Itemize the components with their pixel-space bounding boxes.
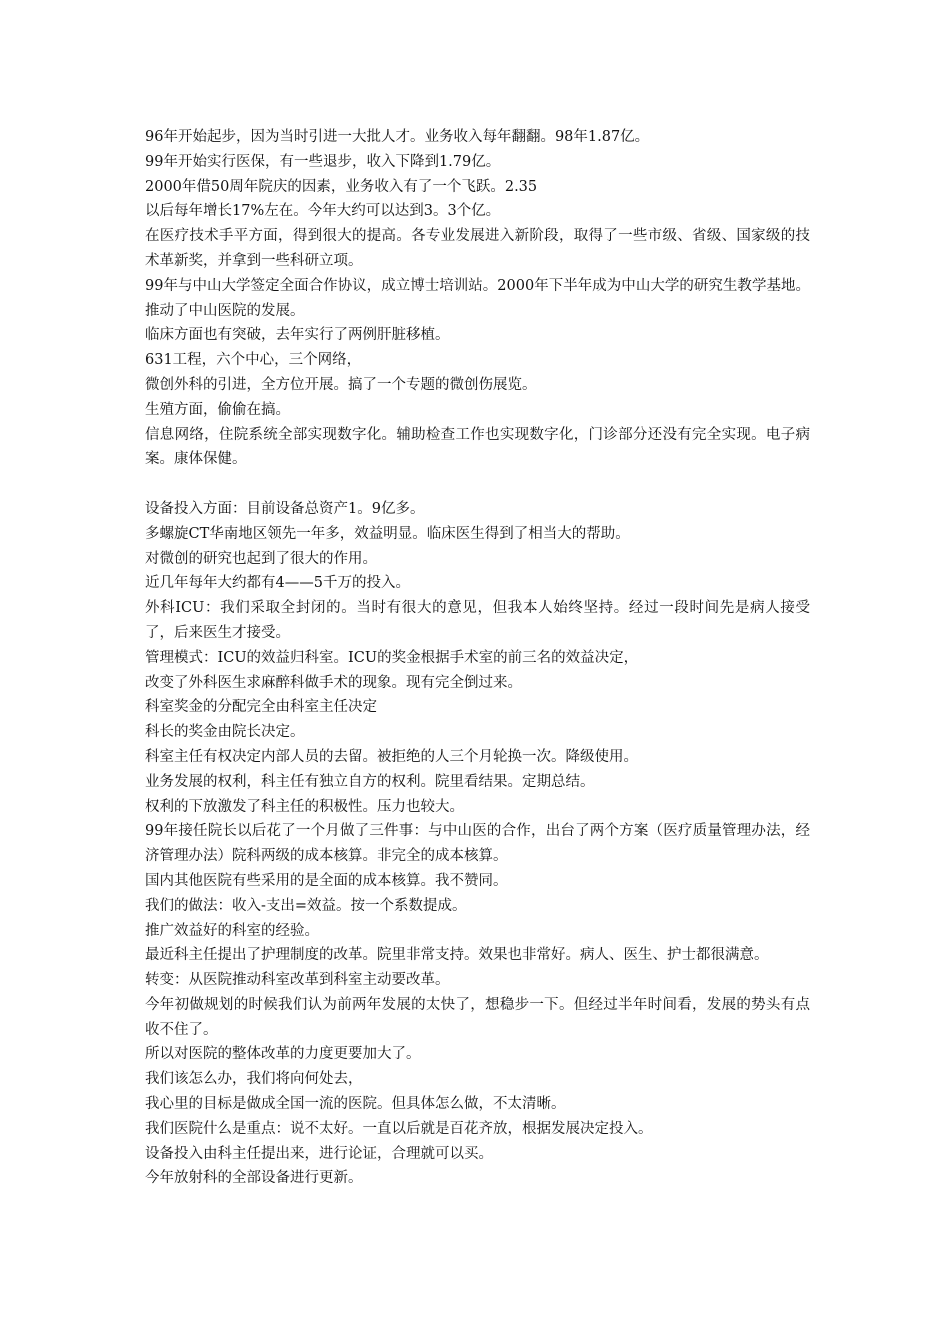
paragraph-28: 推广效益好的科室的经验。	[145, 922, 319, 939]
paragraph-4: 以后每年增长17%左在。今年大约可以达到3。3个亿。	[145, 203, 501, 220]
blank-line	[145, 472, 810, 497]
document-body	[145, 125, 810, 1191]
paragraph-18: 管理模式：ICU的效益归科室。ICU的奖金根据手术室的前三名的效益决定，	[145, 649, 639, 666]
paragraph-11: 信息网络，住院系统全部实现数字化。辅助检查工作也实现数字化，门诊部分还没有完全实现。电子病案。康体保健。	[145, 426, 810, 468]
paragraph-13: 设备投入方面：目前设备总资产1。9亿多。	[145, 500, 425, 517]
paragraph-24: 权利的下放激发了科主任的积极性。压力也较大。	[145, 798, 464, 815]
paragraph-22: 科室主任有权决定内部人员的去留。被拒绝的人三个月轮换一次。降级使用。	[145, 748, 638, 765]
paragraph-32: 所以对医院的整体改革的力度更要加大了。	[145, 1046, 421, 1063]
paragraph-10: 生殖方面，偷偷在搞。	[145, 401, 290, 418]
paragraph-23: 业务发展的权利，科主任有独立自方的权利。院里看结果。定期总结。	[145, 773, 595, 790]
paragraph-26: 国内其他医院有些采用的是全面的成本核算。我不赞同。	[145, 872, 508, 889]
paragraph-16: 近几年每年大约都有4——5千万的投入。	[145, 575, 410, 592]
paragraph-20: 科室奖金的分配完全由科室主任决定	[145, 699, 377, 716]
paragraph-2: 99年开始实行医保，有一些退步，收入下降到1.79亿。	[145, 153, 501, 170]
paragraph-6: 99年与中山大学签定全面合作协议，成立博士培训站。2000年下半年成为中山大学的研究生教学基地。推动了中山医院的发展。	[145, 277, 810, 319]
paragraph-19: 改变了外科医生求麻醉科做手术的现象。现有完全倒过来。	[145, 674, 522, 691]
paragraph-29: 最近科主任提出了护理制度的改革。院里非常支持。效果也非常好。病人、医生、护士都很满意。	[145, 947, 769, 964]
paragraph-21: 科长的奖金由院长决定。	[145, 724, 305, 741]
paragraph-30: 转变：从医院推动科室改革到科室主动要改革。	[145, 972, 450, 989]
paragraph-17: 外科ICU：我们采取全封闭的。当时有很大的意见，但我本人始终坚持。经过一段时间先是病人接受了，后来医生才接受。	[145, 600, 810, 641]
paragraph-31: 今年初做规划的时候我们认为前两年发展的太快了，想稳步一下。但经过半年时间看，发展的势头有点收不住了。	[145, 996, 810, 1038]
paragraph-33: 我们该怎么办，我们将向何处去，	[145, 1071, 363, 1088]
paragraph-8: 631工程，六个中心，三个网络，	[145, 352, 362, 369]
paragraph-3: 2000年借50周年院庆的因素，业务收入有了一个飞跃。2.35	[145, 178, 538, 195]
paragraph-25: 99年接任院长以后花了一个月做了三件事：与中山医的合作，出台了两个方案（医疗质量管理办法，经济管理办法）院科两级的成本核算。非完全的成本核算。	[145, 823, 810, 865]
paragraph-27: 我们的做法：收入-支出=效益。按一个系数提成。	[145, 897, 467, 914]
paragraph-1: 96年开始起步，因为当时引进一大批人才。业务收入每年翻翻。98年1.87亿。	[145, 129, 650, 145]
paragraph-5: 在医疗技术手平方面，得到很大的提高。各专业发展进入新阶段，取得了一些市级、省级、国家级的技术革新奖，并拿到一些科研立项。	[145, 228, 810, 269]
paragraph-14: 多螺旋CT华南地区领先一年多，效益明显。临床医生得到了相当大的帮助。	[145, 525, 630, 542]
paragraph-35: 我们医院什么是重点：说不太好。一直以后就是百花齐放，根据发展决定投入。	[145, 1120, 653, 1137]
paragraph-7: 临床方面也有突破，去年实行了两例肝脏移植。	[145, 327, 450, 344]
paragraph-34: 我心里的目标是做成全国一流的医院。但具体怎么做，不太清晰。	[145, 1096, 566, 1113]
paragraph-37: 今年放射科的全部设备进行更新。	[145, 1170, 363, 1187]
paragraph-36: 设备投入由科主任提出来，进行论证，合理就可以买。	[145, 1145, 493, 1162]
paragraph-9: 微创外科的引进，全方位开展。搞了一个专题的微创伤展览。	[145, 376, 537, 393]
paragraph-15: 对微创的研究也起到了很大的作用。	[145, 550, 377, 567]
